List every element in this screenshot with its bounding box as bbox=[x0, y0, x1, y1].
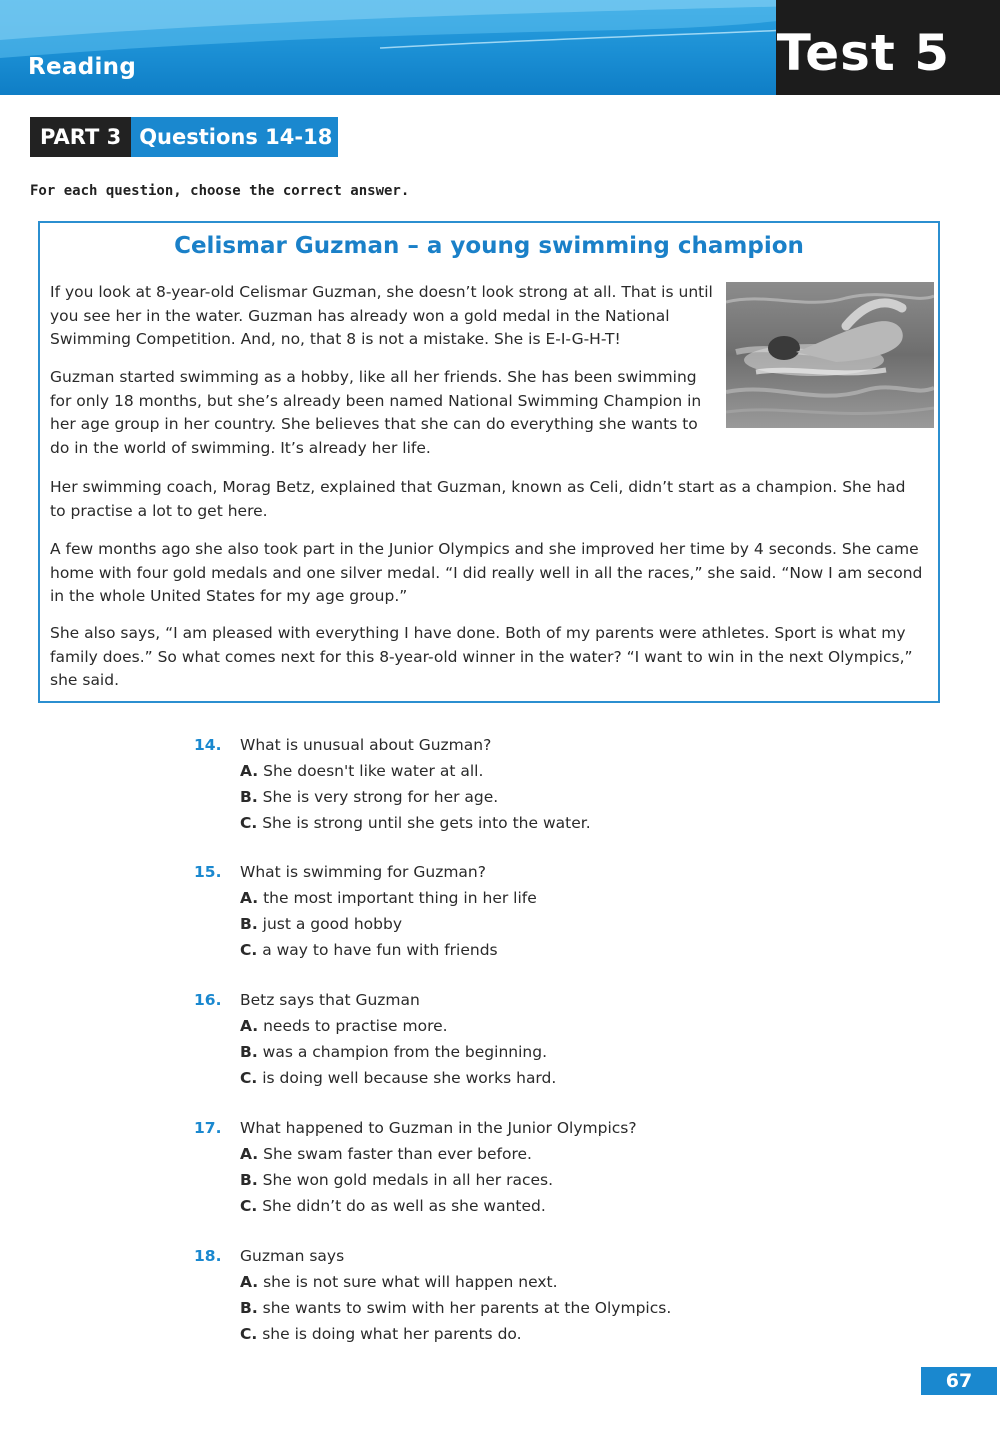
paragraph-line: If you look at 8-year-old Celismar Guzman, she doesn’t look strong at all. That is until bbox=[50, 283, 713, 301]
answer-option-a[interactable] bbox=[240, 1273, 558, 1291]
option-letter: B. bbox=[240, 1171, 258, 1189]
question-stem: What happened to Guzman in the Junior Olympics? bbox=[240, 1119, 637, 1137]
option-text: She is strong until she gets into the water. bbox=[262, 814, 591, 832]
article-paragraph bbox=[50, 366, 701, 460]
paragraph-line: she said. bbox=[50, 671, 120, 689]
answer-option-b[interactable] bbox=[240, 788, 498, 806]
question-stem: Betz says that Guzman bbox=[240, 991, 420, 1009]
option-letter: C. bbox=[240, 1197, 258, 1215]
test-title-block bbox=[776, 0, 1000, 95]
option-text: she is not sure what will happen next. bbox=[263, 1273, 558, 1291]
paragraph-line: do in the world of swimming. It’s already her life. bbox=[50, 438, 431, 457]
option-letter: B. bbox=[240, 788, 258, 806]
answer-option-c[interactable] bbox=[240, 1325, 522, 1343]
answer-option-a[interactable] bbox=[240, 889, 537, 907]
option-text: just a good hobby bbox=[262, 915, 403, 933]
option-text: needs to practise more. bbox=[263, 1017, 448, 1035]
paragraph-line: you see her in the water. Guzman has already won a gold medal in the National bbox=[50, 306, 670, 325]
question-number: 16. bbox=[194, 991, 222, 1009]
option-text: She won gold medals in all her races. bbox=[262, 1171, 554, 1189]
option-letter: C. bbox=[240, 814, 258, 832]
option-text: a way to have fun with friends bbox=[262, 941, 498, 959]
answer-option-a[interactable] bbox=[240, 1145, 532, 1163]
answer-option-b[interactable] bbox=[240, 1299, 671, 1317]
answer-option-c[interactable] bbox=[240, 941, 498, 959]
article-paragraph bbox=[50, 622, 913, 693]
paragraph-line: in the whole United States for my age group.” bbox=[50, 587, 408, 605]
paragraph-line: Swimming Competition. And, no, that 8 is not a mistake. She is E-I-G-H-T! bbox=[50, 330, 621, 348]
part-label: PART 3 bbox=[30, 117, 131, 157]
option-text: was a champion from the beginning. bbox=[262, 1043, 547, 1061]
option-letter: A. bbox=[240, 889, 259, 907]
option-text: she is doing what her parents do. bbox=[262, 1325, 522, 1343]
article-paragraph bbox=[50, 281, 713, 352]
option-letter: A. bbox=[240, 1017, 259, 1035]
swimmer-photo bbox=[726, 282, 934, 428]
answer-option-b[interactable] bbox=[240, 1043, 547, 1061]
question-stem: What is swimming for Guzman? bbox=[240, 863, 486, 881]
question-number: 15. bbox=[194, 863, 222, 881]
option-letter: A. bbox=[240, 762, 259, 780]
question-stem: Guzman says bbox=[240, 1247, 345, 1265]
page-header bbox=[0, 0, 1000, 95]
option-letter: B. bbox=[240, 1299, 258, 1317]
paragraph-line: She also says, “I am pleased with everything I have done. Both of my parents were athletes. Sport is what my bbox=[50, 624, 906, 642]
paragraph-line: her age group in her country. She believes that she can do everything she wants to bbox=[50, 415, 698, 433]
question-number: 17. bbox=[194, 1119, 222, 1137]
paragraph-line: Guzman started swimming as a hobby, like all her friends. She has been swimming bbox=[50, 368, 697, 386]
test-title: Test 5 bbox=[776, 24, 950, 82]
questions-range: Questions 14-18 bbox=[131, 117, 338, 157]
swimmer-photo-image bbox=[726, 282, 934, 428]
option-text: She swam faster than ever before. bbox=[263, 1145, 532, 1163]
answer-option-b[interactable] bbox=[240, 1171, 553, 1189]
page-number: 67 bbox=[921, 1367, 997, 1395]
paragraph-line: for only 18 months, but she’s already been named National Swimming Champion in bbox=[50, 391, 702, 410]
paragraph-line: home with four gold medals and one silver medal. “I did really well in all the races,” she said. “Now I am second bbox=[50, 563, 923, 582]
section-label: Reading bbox=[28, 54, 137, 80]
answer-option-a[interactable] bbox=[240, 762, 483, 780]
article-box bbox=[38, 221, 940, 703]
answer-option-a[interactable] bbox=[240, 1017, 448, 1035]
option-letter: B. bbox=[240, 915, 258, 933]
question-number: 14. bbox=[194, 736, 222, 754]
option-text: the most important thing in her life bbox=[263, 889, 537, 907]
option-letter: C. bbox=[240, 1325, 258, 1343]
option-letter: B. bbox=[240, 1043, 258, 1061]
option-text: she wants to swim with her parents at the Olympics. bbox=[262, 1299, 672, 1317]
option-letter: A. bbox=[240, 1145, 259, 1163]
answer-option-c[interactable] bbox=[240, 1197, 546, 1215]
paragraph-line: to practise a lot to get here. bbox=[50, 501, 268, 520]
option-letter: A. bbox=[240, 1273, 259, 1291]
question-number: 18. bbox=[194, 1247, 222, 1265]
option-text: She doesn't like water at all. bbox=[263, 762, 484, 780]
paragraph-line: family does.” So what comes next for this 8-year-old winner in the water? “I want to win in the next Olympics,” bbox=[50, 647, 913, 666]
answer-option-b[interactable] bbox=[240, 915, 402, 933]
answer-option-c[interactable] bbox=[240, 1069, 556, 1087]
article-title: Celismar Guzman – a young swimming champion bbox=[174, 233, 804, 259]
article-paragraph bbox=[50, 538, 922, 609]
option-text: She didn’t do as well as she wanted. bbox=[262, 1197, 546, 1215]
option-text: She is very strong for her age. bbox=[262, 788, 499, 806]
answer-option-c[interactable] bbox=[240, 814, 591, 832]
paragraph-line: A few months ago she also took part in the Junior Olympics and she improved her time by 4 seconds. She came bbox=[50, 540, 919, 558]
option-letter: C. bbox=[240, 1069, 258, 1087]
option-letter: C. bbox=[240, 941, 258, 959]
article-paragraph bbox=[50, 476, 906, 523]
paragraph-line: Her swimming coach, Morag Betz, explained that Guzman, known as Celi, didn’t start as a champion. She had bbox=[50, 478, 906, 496]
option-text: is doing well because she works hard. bbox=[262, 1069, 557, 1087]
part-tag bbox=[30, 117, 338, 157]
instruction: For each question, choose the correct answer. bbox=[30, 183, 410, 199]
question-stem: What is unusual about Guzman? bbox=[240, 736, 492, 754]
